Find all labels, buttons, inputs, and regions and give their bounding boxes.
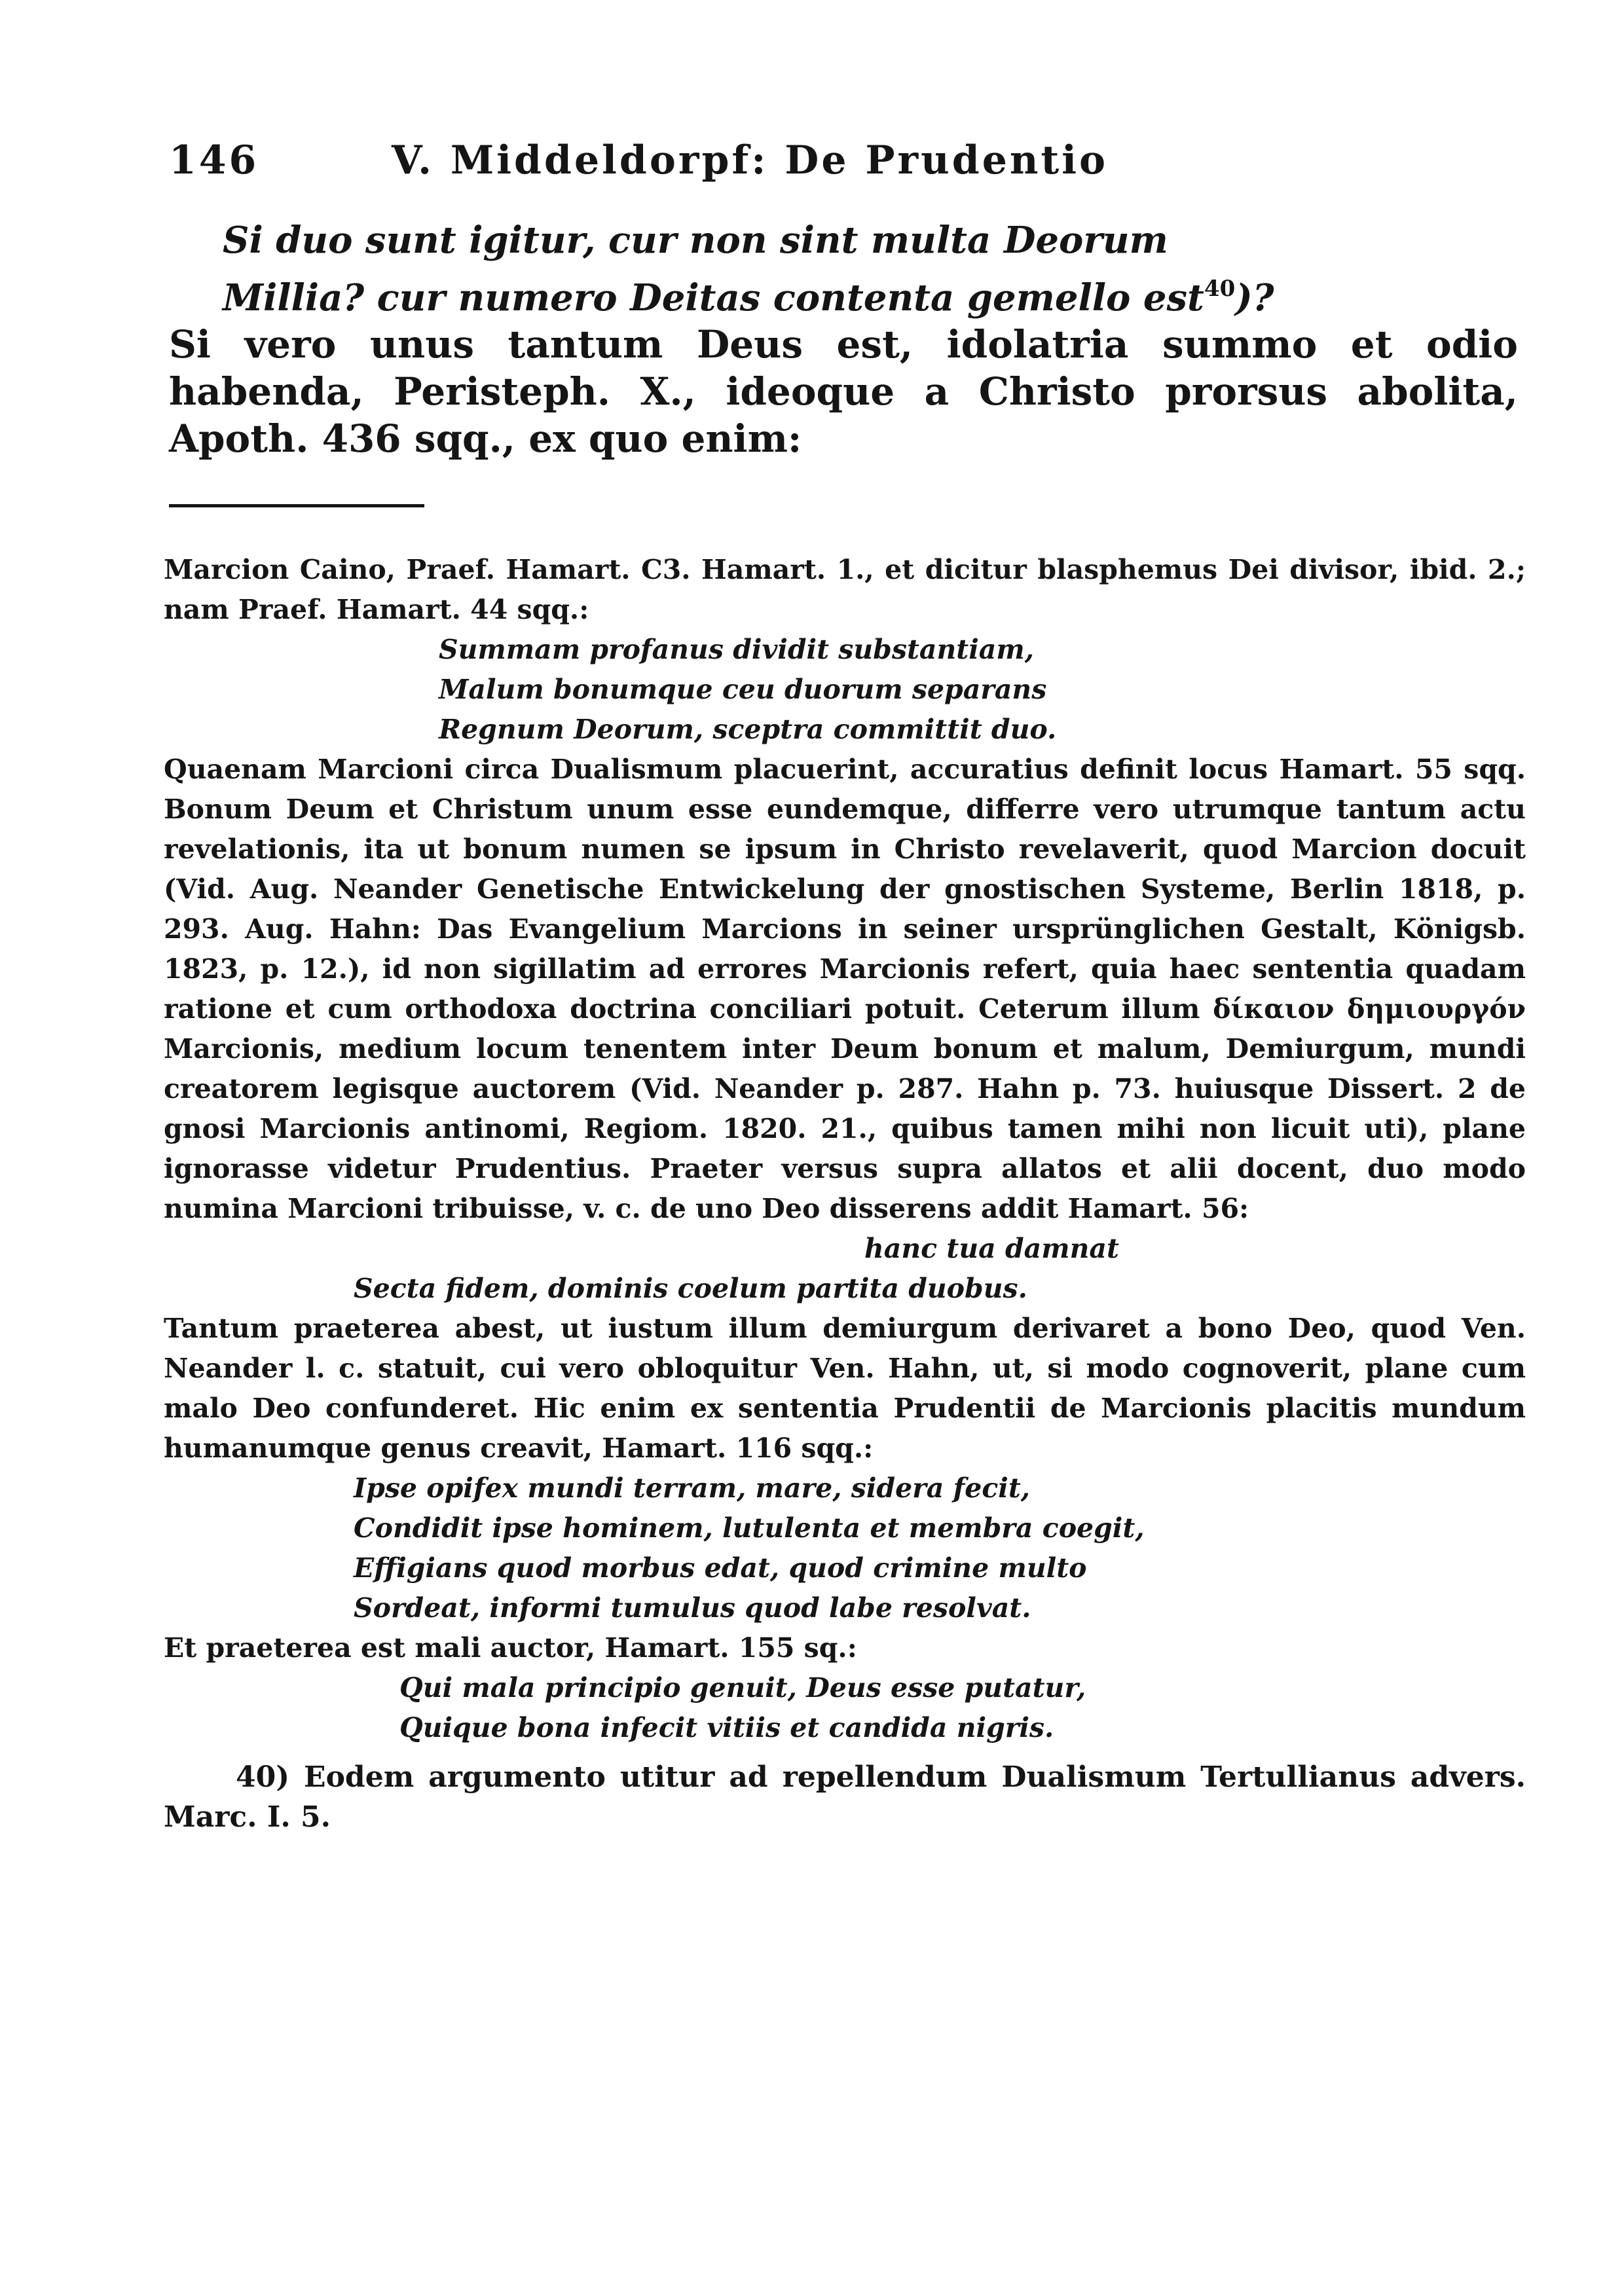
- footnote-40: 40) Eodem argumento utitur ad repellendum Dualismum Tertullianus advers. Marc. I. 5.: [164, 1760, 1526, 1834]
- verse-line: Regnum Deorum, sceptra committit duo.: [439, 714, 1057, 745]
- running-header: [169, 137, 1544, 183]
- verse-line: Condidit ipse hominem, lutulenta et membra coegit,: [354, 1512, 1145, 1544]
- verse-line: Ipse opifex mundi terram, mare, sidera fecit,: [354, 1472, 1031, 1504]
- verse-line: Summam profanus dividit substantiam,: [439, 634, 1034, 665]
- footnotes-block: [164, 550, 1526, 1837]
- footnote-reference: 40: [1204, 276, 1236, 302]
- verse-line: Secta fidem, dominis coelum partita duobus.: [354, 1273, 1027, 1304]
- main-verse: [223, 216, 1274, 322]
- running-title: V. Middeldorpf: De Prudentio: [392, 137, 1109, 183]
- verse-line: Malum bonumque ceu duorum separans: [439, 674, 1047, 705]
- verse-line: hanc tua damnat: [864, 1233, 1119, 1264]
- page-number: 146: [169, 137, 259, 183]
- note-paragraph: Et praeterea est mali auctor, Hamart. 155 sq.:: [164, 1632, 857, 1664]
- note-paragraph: Marcion Caino, Praef. Hamart. C3. Hamart. 1., et dicitur blasphemus Dei divisor, ibid. 2.; nam Praef. Hamart. 44 sqq.:: [164, 554, 1526, 625]
- main-verse-line: Millia? cur numero Deitas contenta gemello est$^{40}$)?: [223, 276, 1274, 319]
- verse-line: Quique bona infecit vitiis et candida nigris.: [399, 1712, 1054, 1743]
- footnote-divider: [169, 504, 424, 507]
- verse-line: Qui mala principio genuit, Deus esse putatur,: [399, 1672, 1086, 1704]
- verse-line: Effigians quod morbus edat, quod crimine multo: [354, 1552, 1087, 1584]
- note-paragraph: Tantum praeterea abest, ut iustum illum demiurgum derivaret a bono Deo, quod Ven. Neander l. c. statuit, cui vero obloquitur Ven. Hahn, ut, si modo cognoverit, plane cum malo Deo confunderet. Hic enim ex sententia Prudentii de Marcionis placitis mundum humanumque genus creavit, Hamart. 116 sqq.:: [164, 1313, 1526, 1464]
- main-paragraph: Si vero unus tantum Deus est, idolatria summo et odio habenda, Peristeph. X., ideoque a Christo prorsus abolita, Apoth. 436 sqq., ex quo enim:: [169, 322, 1518, 461]
- main-verse-line: Si duo sunt igitur, cur non sint multa Deorum: [223, 219, 1168, 262]
- note-paragraph: Quaenam Marcioni circa Dualismum placuerint, accuratius definit locus Hamart. 55 sqq. Bonum Deum et Christum unum esse eundemque, differre vero utrumque tantum actu revelationis, ita ut bonum numen se ipsum in Christo revelaverit, quod Marcion docuit (Vid. Aug. Neander Genetische Entwickelung der gnostischen Systeme, Berlin 1818, p. 293. Aug. Hahn: Das Evangelium Marcions in seiner ursprünglichen Gestalt, Königsb. 1823, p. 12.), id non sigillatim ad errores Marcionis refert, quia haec sententia quadam ratione et cum orthodoxa doctrina conciliari potuit. Ceterum illum δίκαιον δημιουργόν Marcionis, medium locum tenentem inter Deum bonum et malum, Demiurgum, mundi creatorem legisque auctorem (Vid. Neander p. 287. Hahn p. 73. huiusque Dissert. 2 de gnosi Marcionis antinomi, Regiom. 1820. 21., quibus tamen mihi non licuit uti), plane ignorasse videtur Prudentius. Praeter versus supra allatos et alii docent, duo modo numina Marcioni tribuisse, v. c. de uno Deo disserens addit Hamart. 56:: [164, 754, 1526, 1224]
- verse-line: Sordeat, informi tumulus quod labe resolvat.: [354, 1592, 1031, 1624]
